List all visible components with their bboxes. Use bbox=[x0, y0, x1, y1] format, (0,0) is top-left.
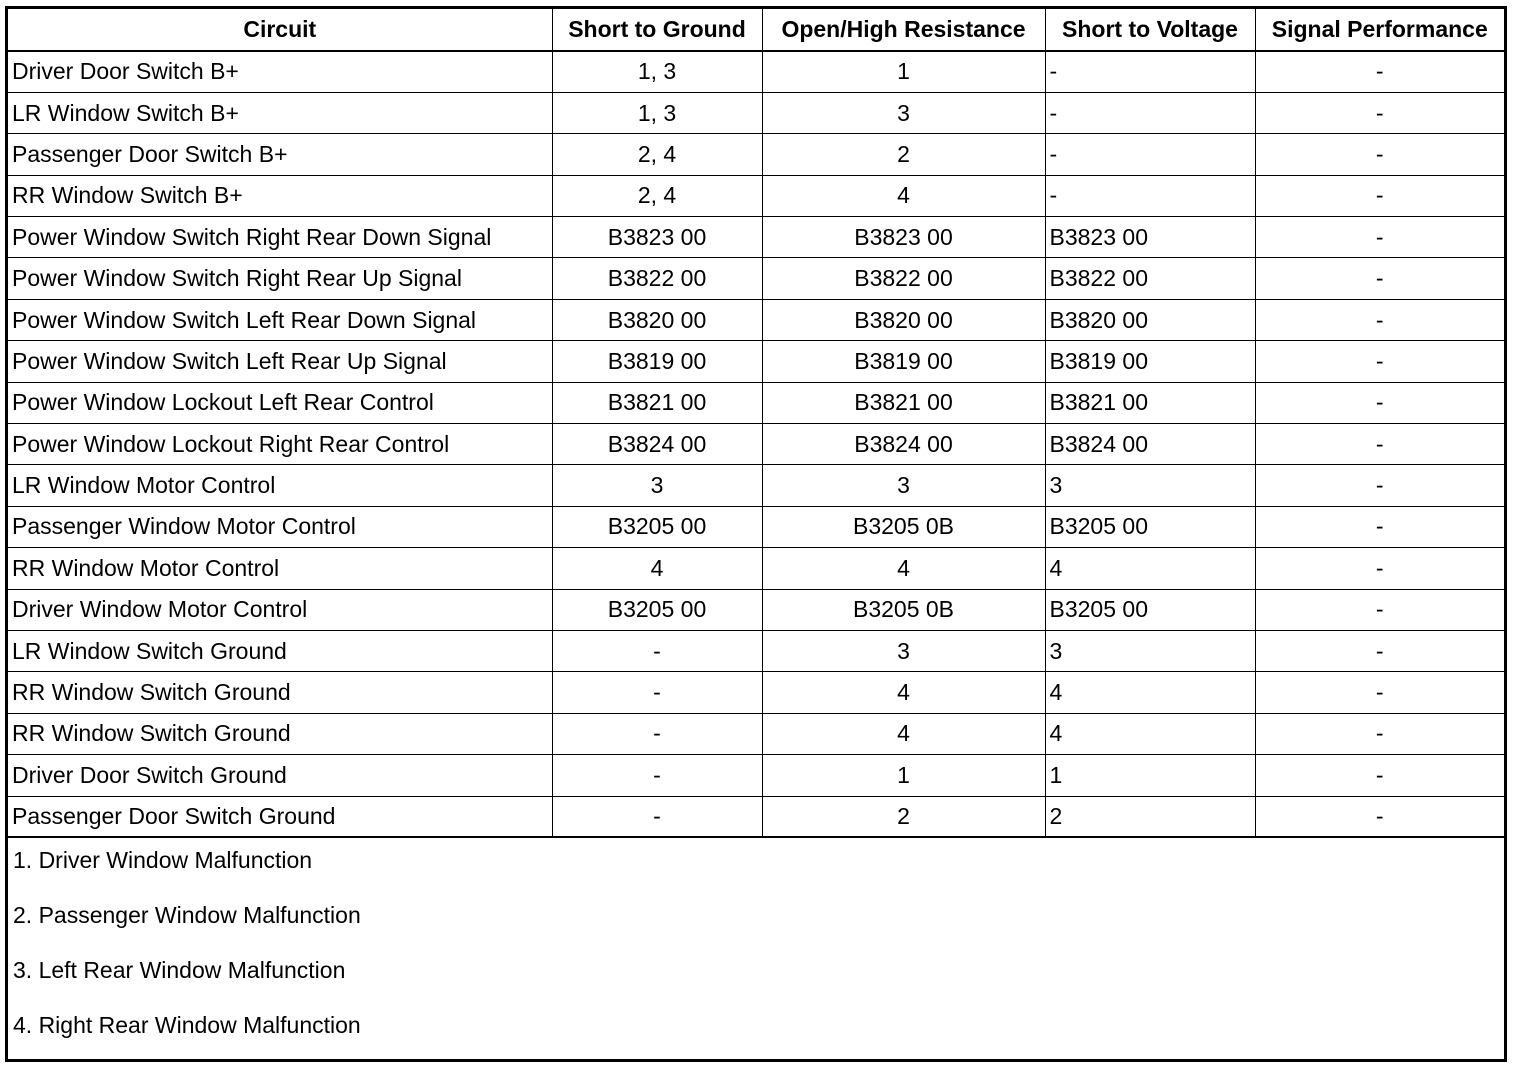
open-high-resistance-cell: B3824 00 bbox=[762, 424, 1045, 465]
short-to-voltage-cell: - bbox=[1045, 175, 1255, 216]
short-to-ground-cell: - bbox=[552, 755, 762, 796]
open-high-resistance-cell: B3205 0B bbox=[762, 506, 1045, 547]
signal-performance-cell: - bbox=[1255, 134, 1504, 175]
short-to-voltage-cell: B3819 00 bbox=[1045, 341, 1255, 382]
short-to-ground-cell: B3819 00 bbox=[552, 341, 762, 382]
open-high-resistance-cell: B3821 00 bbox=[762, 382, 1045, 423]
short-to-voltage-cell: B3821 00 bbox=[1045, 382, 1255, 423]
footnote: 1. Driver Window Malfunction bbox=[13, 847, 313, 874]
signal-performance-cell: - bbox=[1255, 755, 1504, 796]
short-to-voltage-cell: B3823 00 bbox=[1045, 217, 1255, 258]
circuit-cell: RR Window Motor Control bbox=[8, 548, 552, 589]
table-row bbox=[8, 175, 1504, 216]
circuit-cell: LR Window Switch B+ bbox=[8, 92, 552, 133]
signal-performance-cell: - bbox=[1255, 589, 1504, 630]
table-row bbox=[8, 424, 1504, 465]
circuit-cell: Passenger Door Switch Ground bbox=[8, 796, 552, 837]
short-to-ground-cell: B3205 00 bbox=[552, 589, 762, 630]
table-row bbox=[8, 51, 1504, 92]
short-to-voltage-cell: 4 bbox=[1045, 548, 1255, 589]
circuit-cell: RR Window Switch Ground bbox=[8, 672, 552, 713]
short-to-ground-cell: 1, 3 bbox=[552, 92, 762, 133]
open-high-resistance-cell: B3205 0B bbox=[762, 589, 1045, 630]
open-high-resistance-cell: 4 bbox=[762, 548, 1045, 589]
short-to-voltage-cell: - bbox=[1045, 51, 1255, 92]
short-to-voltage-cell: 3 bbox=[1045, 465, 1255, 506]
footnote: 4. Right Rear Window Malfunction bbox=[13, 1012, 361, 1039]
signal-performance-cell: - bbox=[1255, 175, 1504, 216]
circuit-cell: Power Window Switch Left Rear Up Signal bbox=[8, 341, 552, 382]
short-to-voltage-cell: B3820 00 bbox=[1045, 299, 1255, 340]
short-to-voltage-cell: 4 bbox=[1045, 672, 1255, 713]
short-to-voltage-cell: 2 bbox=[1045, 796, 1255, 837]
circuit-cell: Power Window Switch Left Rear Down Signal bbox=[8, 299, 552, 340]
table-body bbox=[8, 51, 1504, 837]
short-to-ground-cell: 3 bbox=[552, 465, 762, 506]
open-high-resistance-cell: 3 bbox=[762, 630, 1045, 671]
signal-performance-cell: - bbox=[1255, 548, 1504, 589]
circuit-cell: Power Window Switch Right Rear Down Signal bbox=[8, 217, 552, 258]
table-row bbox=[8, 299, 1504, 340]
open-high-resistance-cell: 1 bbox=[762, 51, 1045, 92]
signal-performance-cell: - bbox=[1255, 672, 1504, 713]
header-open-high-resistance: Open/High Resistance bbox=[762, 9, 1045, 51]
circuit-cell: Driver Window Motor Control bbox=[8, 589, 552, 630]
open-high-resistance-cell: B3822 00 bbox=[762, 258, 1045, 299]
circuit-cell: RR Window Switch B+ bbox=[8, 175, 552, 216]
signal-performance-cell: - bbox=[1255, 299, 1504, 340]
open-high-resistance-cell: 2 bbox=[762, 134, 1045, 175]
signal-performance-cell: - bbox=[1255, 465, 1504, 506]
short-to-ground-cell: 2, 4 bbox=[552, 175, 762, 216]
signal-performance-cell: - bbox=[1255, 258, 1504, 299]
signal-performance-cell: - bbox=[1255, 506, 1504, 547]
table-row bbox=[8, 217, 1504, 258]
table-row bbox=[8, 382, 1504, 423]
short-to-voltage-cell: 1 bbox=[1045, 755, 1255, 796]
short-to-ground-cell: B3824 00 bbox=[552, 424, 762, 465]
table-row bbox=[8, 506, 1504, 547]
open-high-resistance-cell: 4 bbox=[762, 672, 1045, 713]
table-row bbox=[8, 672, 1504, 713]
table-row bbox=[8, 258, 1504, 299]
circuit-cell: Power Window Switch Right Rear Up Signal bbox=[8, 258, 552, 299]
short-to-voltage-cell: B3824 00 bbox=[1045, 424, 1255, 465]
circuit-cell: Driver Door Switch B+ bbox=[8, 51, 552, 92]
signal-performance-cell: - bbox=[1255, 713, 1504, 754]
circuit-cell: RR Window Switch Ground bbox=[8, 713, 552, 754]
short-to-ground-cell: B3205 00 bbox=[552, 506, 762, 547]
short-to-ground-cell: B3822 00 bbox=[552, 258, 762, 299]
header-short-to-ground: Short to Ground bbox=[552, 9, 762, 51]
signal-performance-cell: - bbox=[1255, 630, 1504, 671]
header-short-to-voltage: Short to Voltage bbox=[1045, 9, 1255, 51]
open-high-resistance-cell: 4 bbox=[762, 713, 1045, 754]
short-to-voltage-cell: B3205 00 bbox=[1045, 506, 1255, 547]
table-row bbox=[8, 548, 1504, 589]
short-to-voltage-cell: - bbox=[1045, 134, 1255, 175]
short-to-ground-cell: B3821 00 bbox=[552, 382, 762, 423]
circuit-cell: LR Window Motor Control bbox=[8, 465, 552, 506]
signal-performance-cell: - bbox=[1255, 217, 1504, 258]
short-to-voltage-cell: 4 bbox=[1045, 713, 1255, 754]
table-row bbox=[8, 92, 1504, 133]
short-to-ground-cell: 4 bbox=[552, 548, 762, 589]
signal-performance-cell: - bbox=[1255, 51, 1504, 92]
open-high-resistance-cell: B3823 00 bbox=[762, 217, 1045, 258]
table-row bbox=[8, 630, 1504, 671]
short-to-voltage-cell: B3205 00 bbox=[1045, 589, 1255, 630]
short-to-voltage-cell: 3 bbox=[1045, 630, 1255, 671]
header-circuit: Circuit bbox=[8, 9, 552, 51]
table-row bbox=[8, 796, 1504, 837]
footnote: 2. Passenger Window Malfunction bbox=[13, 902, 361, 929]
circuit-cell: Passenger Door Switch B+ bbox=[8, 134, 552, 175]
circuit-diagnostic-document bbox=[5, 6, 1507, 1062]
footnote: 3. Left Rear Window Malfunction bbox=[13, 957, 346, 984]
table-row bbox=[8, 341, 1504, 382]
circuit-cell: Passenger Window Motor Control bbox=[8, 506, 552, 547]
open-high-resistance-cell: 3 bbox=[762, 92, 1045, 133]
open-high-resistance-cell: B3820 00 bbox=[762, 299, 1045, 340]
signal-performance-cell: - bbox=[1255, 796, 1504, 837]
table-row bbox=[8, 134, 1504, 175]
short-to-ground-cell: - bbox=[552, 796, 762, 837]
table-row bbox=[8, 713, 1504, 754]
header-row bbox=[8, 9, 1504, 51]
table-row bbox=[8, 589, 1504, 630]
header-signal-performance: Signal Performance bbox=[1255, 9, 1504, 51]
signal-performance-cell: - bbox=[1255, 341, 1504, 382]
short-to-ground-cell: - bbox=[552, 672, 762, 713]
short-to-ground-cell: - bbox=[552, 713, 762, 754]
footnotes bbox=[8, 838, 1504, 1066]
table-row bbox=[8, 465, 1504, 506]
signal-performance-cell: - bbox=[1255, 92, 1504, 133]
circuit-cell: LR Window Switch Ground bbox=[8, 630, 552, 671]
open-high-resistance-cell: 3 bbox=[762, 465, 1045, 506]
open-high-resistance-cell: 4 bbox=[762, 175, 1045, 216]
short-to-ground-cell: 1, 3 bbox=[552, 51, 762, 92]
short-to-ground-cell: B3820 00 bbox=[552, 299, 762, 340]
circuit-cell: Power Window Lockout Left Rear Control bbox=[8, 382, 552, 423]
open-high-resistance-cell: 1 bbox=[762, 755, 1045, 796]
table-header bbox=[8, 9, 1504, 51]
signal-performance-cell: - bbox=[1255, 382, 1504, 423]
signal-performance-cell: - bbox=[1255, 424, 1504, 465]
open-high-resistance-cell: B3819 00 bbox=[762, 341, 1045, 382]
short-to-voltage-cell: B3822 00 bbox=[1045, 258, 1255, 299]
circuit-cell: Driver Door Switch Ground bbox=[8, 755, 552, 796]
open-high-resistance-cell: 2 bbox=[762, 796, 1045, 837]
table-row bbox=[8, 755, 1504, 796]
short-to-ground-cell: - bbox=[552, 630, 762, 671]
short-to-ground-cell: B3823 00 bbox=[552, 217, 762, 258]
circuit-fault-table bbox=[8, 9, 1504, 838]
short-to-voltage-cell: - bbox=[1045, 92, 1255, 133]
circuit-cell: Power Window Lockout Right Rear Control bbox=[8, 424, 552, 465]
short-to-ground-cell: 2, 4 bbox=[552, 134, 762, 175]
